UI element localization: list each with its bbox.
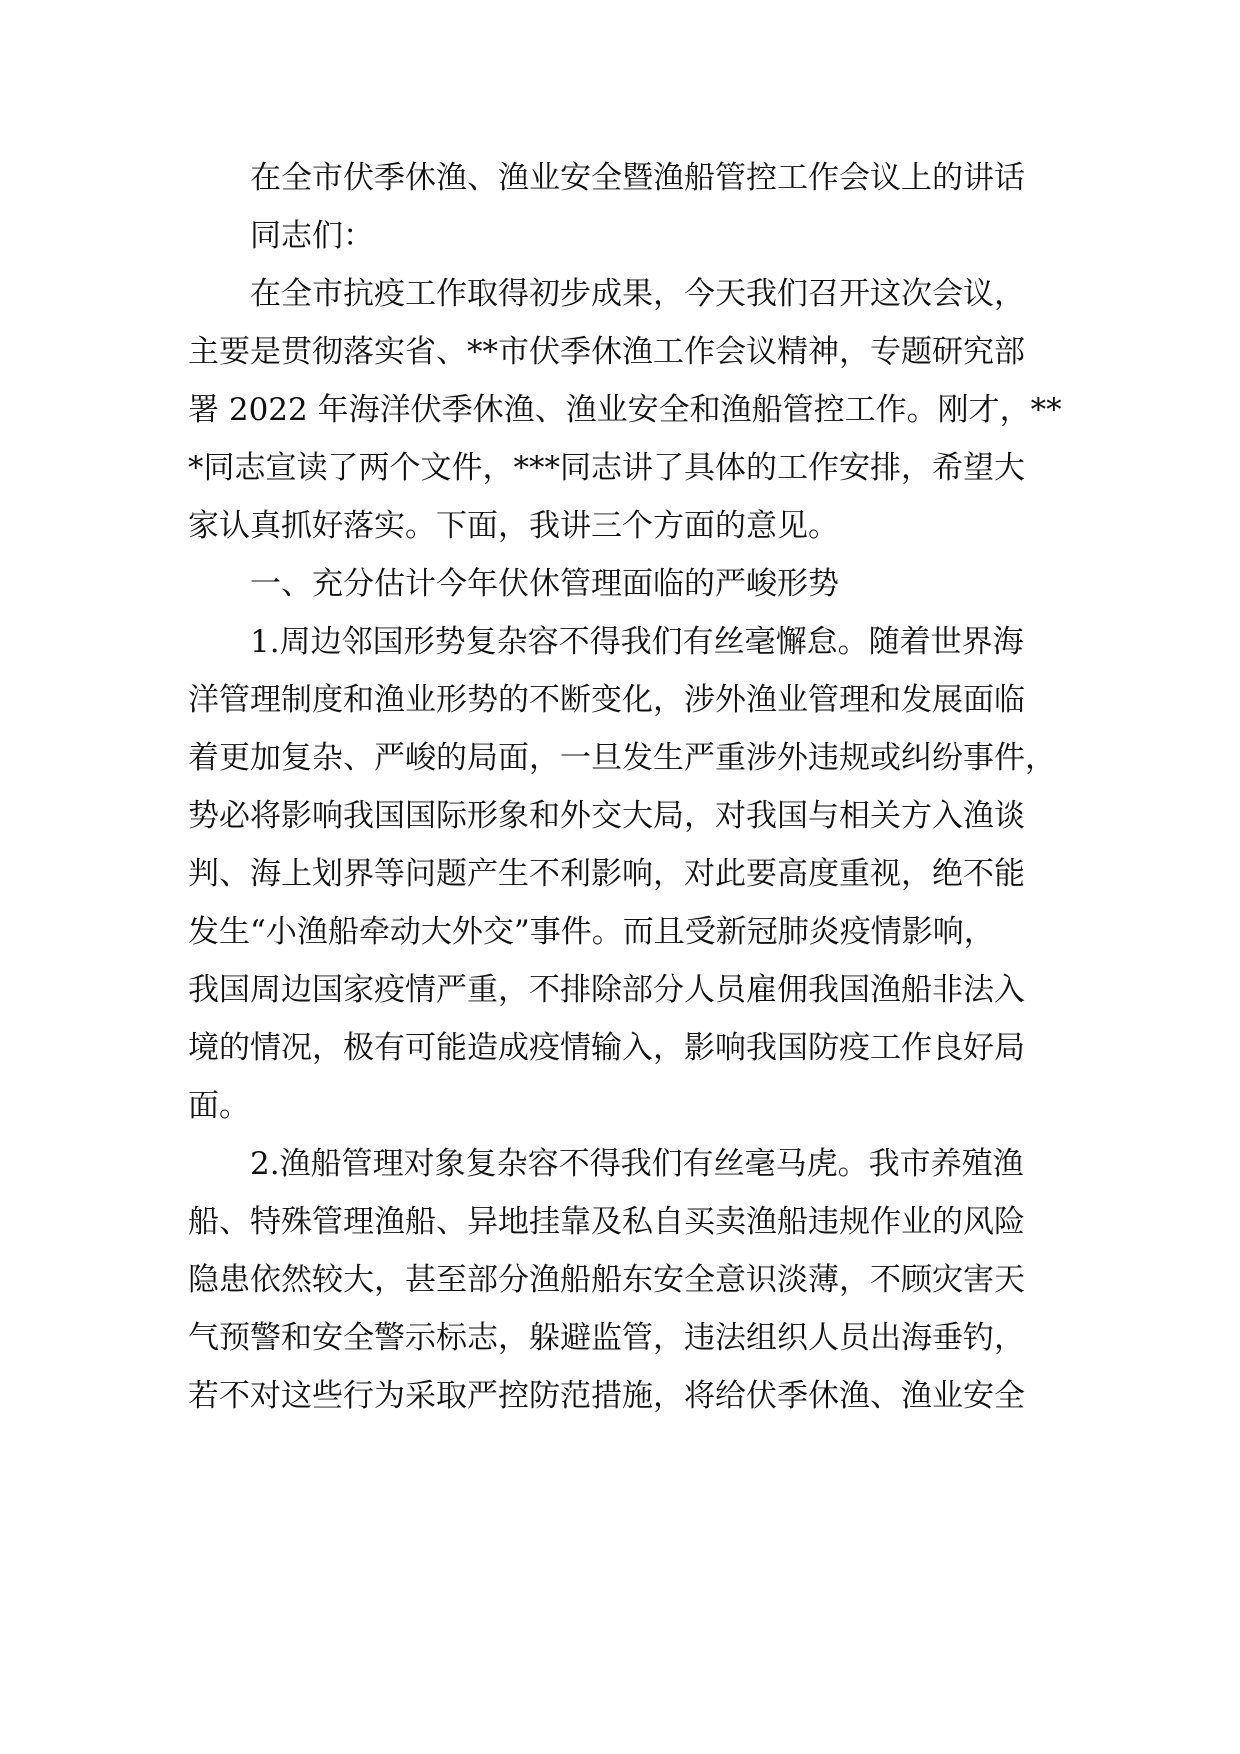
paragraph-line: 隐患依然较大，甚至部分渔船船东安全意识淡薄，不顾灾害天 [188,1262,1025,1298]
paragraph-line: *同志宣读了两个文件，***同志讲了具体的工作安排，希望大 [188,450,1025,486]
paragraph-line: 若不对这些行为采取严控防范措施，将给伏季休渔、渔业安全 [188,1378,1025,1414]
salutation: 同志们： [250,218,374,254]
paragraph-line: 发生“小渔船牵动大外交”事件。而且受新冠肺炎疫情影响， [188,914,995,950]
paragraph-line: 我国周边国家疫情严重，不排除部分人员雇佣我国渔船非法入 [188,972,1025,1008]
paragraph-line: 在全市抗疫工作取得初步成果，今天我们召开这次会议， [250,276,1025,312]
paragraph-line: 家认真抓好落实。下面，我讲三个方面的意见。 [188,508,839,544]
document-title: 在全市伏季休渔、渔业安全暨渔船管控工作会议上的讲话 [250,160,1025,196]
paragraph-line: 主要是贯彻落实省、**市伏季休渔工作会议精神，专题研究部 [188,334,1025,370]
paragraph-line: 2.渔船管理对象复杂容不得我们有丝毫马虎。我市养殖渔 [250,1146,1024,1182]
paragraph-line: 1.周边邻国形势复杂容不得我们有丝毫懈怠。随着世界海 [250,624,1024,660]
paragraph-line: 洋管理制度和渔业形势的不断变化，涉外渔业管理和发展面临 [188,682,1025,718]
paragraph-line: 面。 [188,1088,250,1124]
section-heading: 一、充分估计今年伏休管理面临的严峻形势 [250,566,839,602]
paragraph-line: 署 2022 年海洋伏季休渔、渔业安全和渔船管控工作。刚才，** [188,392,1062,428]
paragraph-line: 着更加复杂、严峻的局面，一旦发生严重涉外违规或纠纷事件， [188,740,1056,776]
paragraph-line: 船、特殊管理渔船、异地挂靠及私自买卖渔船违规作业的风险 [188,1204,1025,1240]
paragraph-line: 势必将影响我国国际形象和外交大局，对我国与相关方入渔谈 [188,798,1025,834]
paragraph-line: 境的情况，极有可能造成疫情输入，影响我国防疫工作良好局 [188,1030,1025,1066]
paragraph-line: 气预警和安全警示标志，躲避监管，违法组织人员出海垂钓， [188,1320,1025,1356]
paragraph-line: 判、海上划界等问题产生不利影响，对此要高度重视，绝不能 [188,856,1025,892]
